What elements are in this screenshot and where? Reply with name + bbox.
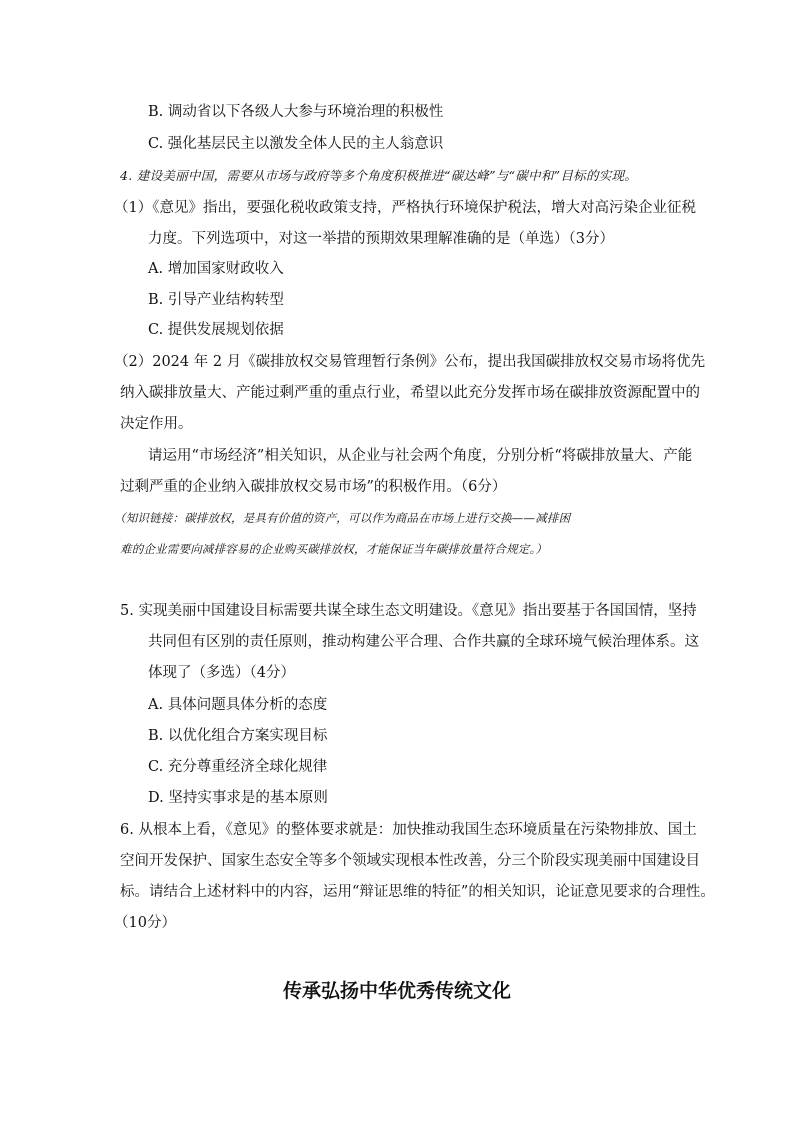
section-title: 传承弘扬中华优秀传统文化 [282,980,511,1002]
q4-part2-line3: 决定作用。 [120,416,193,432]
q3-option-b: B. 调动省以下各级人大参与环境治理的积极性 [148,104,444,120]
q5-option-c: C. 充分尊重经济全球化规律 [148,759,328,775]
q4-option-c: C. 提供发展规划依据 [148,322,284,338]
q4-part2-line2: 纳入碳排放量大、产能过剩严重的重点行业，希望以此充分发挥市场在碳排放资源配置中的 [120,385,700,401]
q4-knowledge-note-line2: 难的企业需要向减排容易的企业购买碳排放权，才能保证当年碳排放量符合规定。） [120,542,548,556]
q6-line1: 6. 从根本上看，《意见》的整体要求就是：加快推动我国生态环境质量在污染物排放、国土 [120,822,697,838]
q4-option-a: A. 增加国家财政收入 [148,261,284,277]
q4-knowledge-note-line1: （知识链接：碳排放权，是具有价值的资产，可以作为商品在市场上进行交换——减排困 [114,511,571,525]
q5-option-b: B. 以优化组合方案实现目标 [148,728,328,744]
q6-line2: 空间开发保护、国家生态安全等多个领域实现根本性改善，分三个阶段实现美丽中国建设目 [120,853,700,869]
q4-stem: 4. 建设美丽中国，需要从市场与政府等多个角度积极推进“碳达峰”与“碳中和”目标的实现。 [120,168,638,183]
q4-part1-line1: （1）《意见》指出，要强化税收政策支持，严格执行环境保护税法，增大对高污染企业征税 [114,200,696,216]
q5-line2: 共同但有区别的责任原则，推动构建公平合理、合作共赢的全球环境气候治理体系。这 [148,634,699,650]
q5-line1: 5. 实现美丽中国建设目标需要共谋全球生态文明建设。《意见》指出要基于各国国情，坚持 [120,603,697,619]
q4-part2-line4: 请运用“市场经济”相关知识，从企业与社会两个角度，分别分析“将碳排放量大、产能 [148,448,693,464]
q4-part2-line5: 过剩严重的企业纳入碳排放权交易市场”的积极作用。（6分） [120,479,507,495]
q5-option-a: A. 具体问题具体分析的态度 [148,697,328,713]
q4-part1-line2: 力度。下列选项中，对这一举措的预期效果理解准确的是（单选）（3分） [148,231,614,247]
q4-option-b: B. 引导产业结构转型 [148,292,284,308]
q6-line4: （10分） [114,915,176,931]
q6-line3: 标。请结合上述材料中的内容，运用“辩证思维的特征”的相关知识，论证意见要求的合理性。 [120,884,715,900]
q5-option-d: D. 坚持实事求是的基本原则 [148,790,328,806]
q5-line3: 体现了（多选）（4分） [148,665,295,681]
q3-option-c: C. 强化基层民主以激发全体人民的主人翁意识 [148,136,444,152]
q4-part2-line1: （2）2024 年 2 月《碳排放权交易管理暂行条例》公布，提出我国碳排放权交易市场将优先 [114,354,706,370]
